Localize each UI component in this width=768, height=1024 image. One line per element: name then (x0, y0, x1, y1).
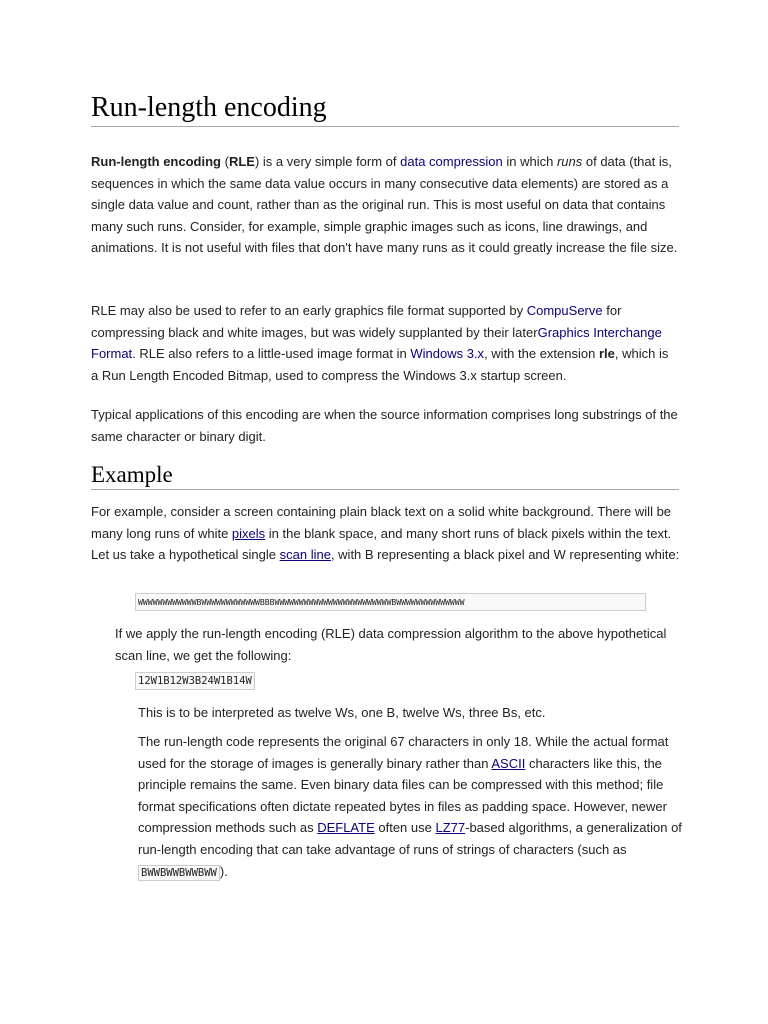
rle-paragraph-text: If we apply the run-length encoding (RLE) data compression algorithm to the above hypothetical scan line, we get the following: (115, 626, 667, 663)
interpret-paragraph-text: This is to be interpreted as twelve Ws, one B, twelve Ws, three Bs, etc. (138, 705, 546, 720)
link-data-compression[interactable]: data compression (400, 154, 503, 169)
link-deflate[interactable]: DEFLATE (317, 820, 375, 836)
text-run: -based algorithms, a generalization of run-length encoding that can take advantage of runs of strings of characters (such as (138, 820, 682, 857)
link-windows-3x[interactable]: Windows 3.x (410, 346, 485, 362)
abbr-bold: RLE (228, 154, 255, 169)
text-run: in the blank space, and many short runs of black pixels within the text. Let us take a hypothetical single (91, 525, 672, 563)
text-run: ). (219, 863, 228, 879)
rle-code: 12W1B12W3B24W1B14W (135, 672, 255, 690)
paragraph-3-text: Typical applications of this encoding are when the source information comprises long substrings of the same character or binary digit. (91, 407, 678, 444)
term-bold: Run-length encoding (91, 154, 221, 169)
text-run: RLE may also be used to refer to an early graphics file format supported by (91, 303, 527, 318)
link-lz77[interactable]: LZ77 (435, 820, 466, 836)
paragraph-3 (91, 404, 679, 447)
scanline-code: WWWWWWWWWWWWBWWWWWWWWWWWWBBBWWWWWWWWWWWWWWWWWWWWWWWWBWWWWWWWWWWWWWW (135, 593, 646, 611)
text-run: . RLE also refers to a little-used image format in (132, 346, 411, 362)
text-run: for compressing black and white images, but was widely supplanted by their later (91, 303, 622, 340)
interpret-paragraph (138, 702, 681, 724)
text-run: in which (502, 154, 557, 169)
link-compuserve[interactable]: CompuServe (526, 303, 603, 318)
example-heading: Example (91, 461, 679, 490)
text-run: , with B representing a black pixel and W representing white: (330, 547, 680, 563)
runs-italic: runs (556, 154, 583, 169)
link-pixels[interactable]: pixels (231, 525, 266, 541)
text-run: characters like this, the principle remains the same. Even binary data files can be compressed with this method; file format specifications often dictate repeated bytes in files as padding space. However, newer compression methods such as (138, 755, 667, 836)
text-run: of data (that is, sequences in which the same data value occurs in many consecutive data elements) are stored as a single data value and count, rather than as the original run. This is most useful on data that contains many such runs. Consider, for example, simple graphic images such as icons, line drawings, and animations. It is not useful with files that don't have many runs as it could greatly increase the file size. (91, 154, 678, 256)
paragraph-2 (91, 300, 679, 386)
page-title: Run-length encoding (91, 92, 679, 127)
example-paragraph (91, 501, 681, 566)
text-run: often use (374, 820, 436, 836)
text-run: ) is a very simple form of (254, 154, 401, 169)
ext-bold: rle (598, 346, 615, 362)
rle-paragraph (115, 623, 681, 666)
link-scan-line[interactable]: scan line (279, 547, 331, 563)
final-paragraph (138, 731, 683, 884)
text-run: , which is a Run Length Encoded Bitmap, used to compress the Windows 3.x startup screen. (91, 346, 669, 383)
link-ascii[interactable]: ASCII (491, 755, 526, 771)
text-run: The run-length code represents the original 67 characters in only 18. While the actual format used for the storage of images is generally binary rather than (138, 734, 669, 771)
intro-paragraph (91, 151, 679, 259)
inline-code: BWWBWWBWWBWW (138, 865, 220, 881)
text-run: , with the extension (484, 346, 599, 362)
text-run: ( (220, 154, 229, 169)
text-run: For example, consider a screen containing plain black text on a solid white background. There will be many long runs of white (91, 504, 672, 541)
link-graphics-interchange-format[interactable]: Graphics Interchange Format (91, 324, 662, 362)
